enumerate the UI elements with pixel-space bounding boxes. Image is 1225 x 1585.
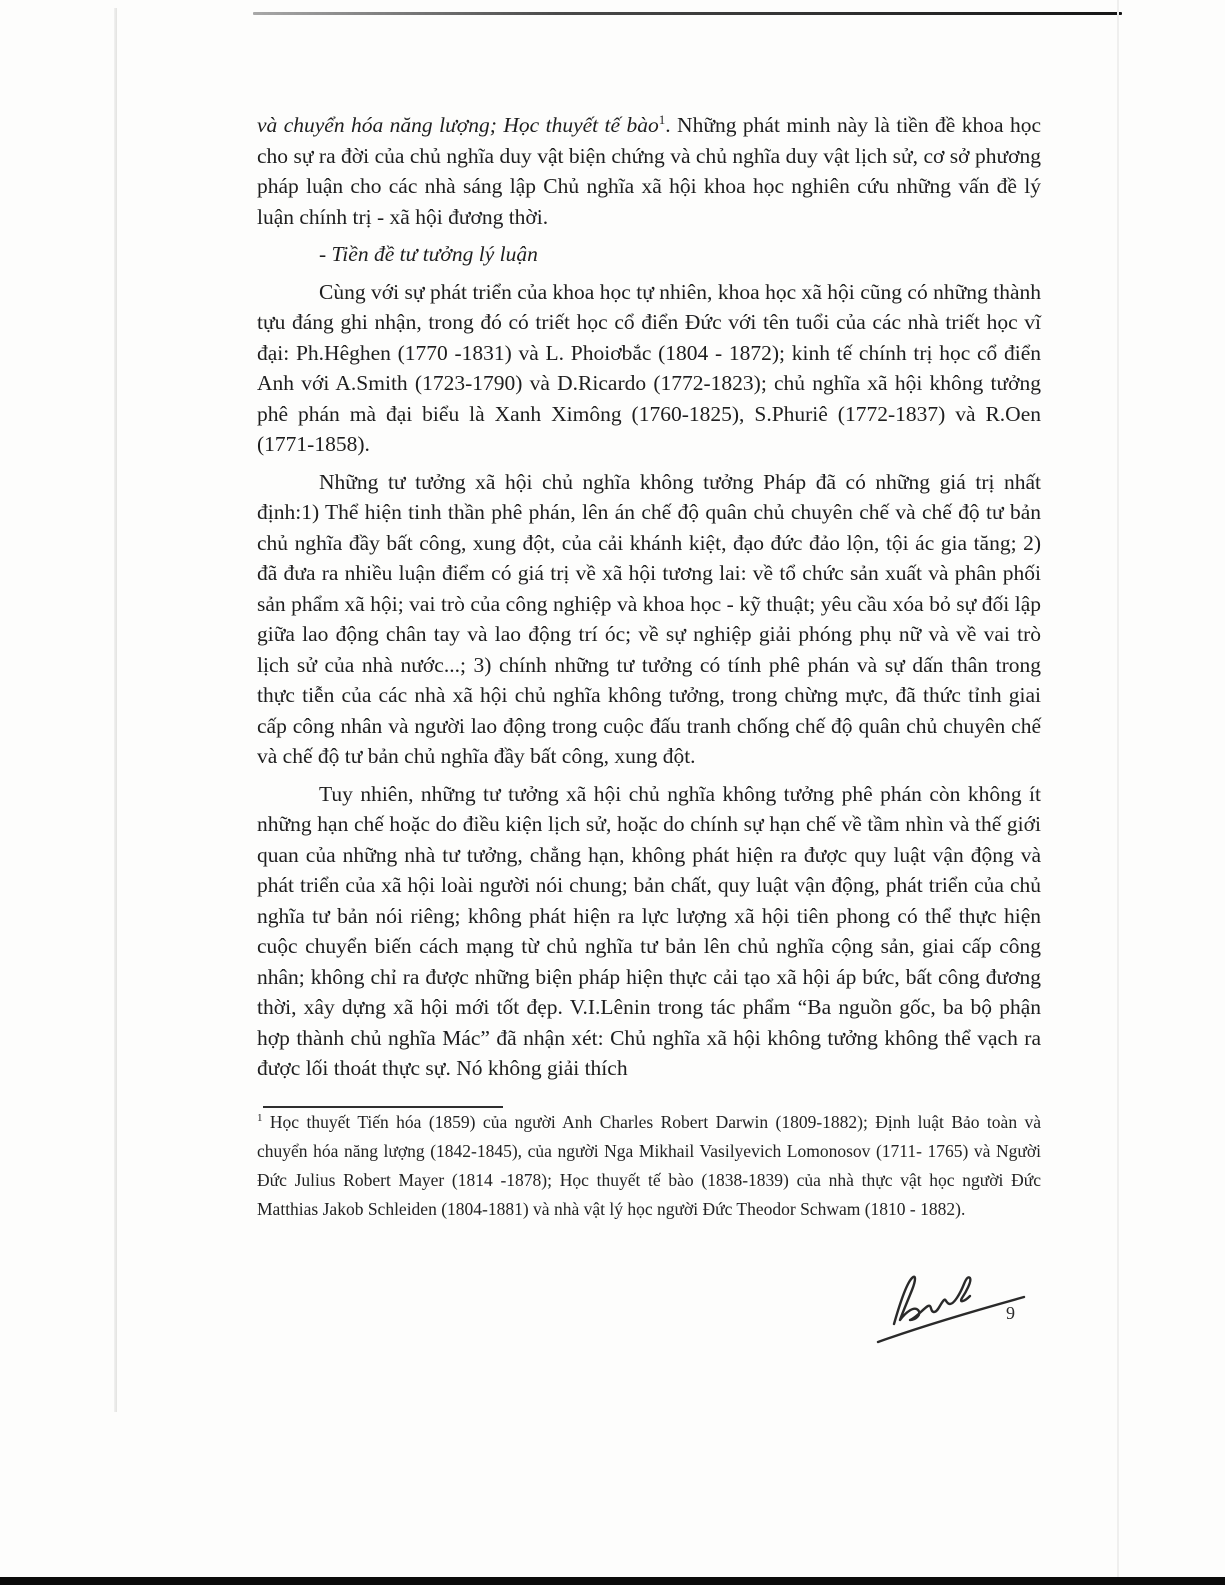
body-paragraph: Những tư tưởng xã hội chủ nghĩa không tưởng Pháp đã có những giá trị nhất định:1) Thể hiện tinh thần phê phán, lên án chế độ quân chủ chuyên chế và chế độ tư bản chủ nghĩa đầy bất công, xung đột, của cải khánh kiệt, đạo đức đảo lộn, tội ác gia tăng; 2) đã đưa ra nhiều luận điểm có giá trị về xã hội tương lai: về tổ chức sản xuất và phân phối sản phẩm xã hội; vai trò của công nghiệp và khoa học - kỹ thuật; yêu cầu xóa bỏ sự đối lập giữa lao động chân tay và lao động trí óc; về sự nghiệp giải phóng phụ nữ và về vai trò lịch sử của nhà nước...; 3) chính những tư tưởng có tính phê phán và sự dấn thân trong thực tiễn của các nhà xã hội chủ nghĩa không tưởng, trong chừng mực, đã thức tỉnh giai cấp công nhân và người lao động trong cuộc đấu tranh chống chế độ quân chủ chuyên chế và chế độ tư bản chủ nghĩa đầy bất công, xung đột. bbox=[257, 469, 1041, 768]
page-right-edge-shadow bbox=[1117, 0, 1119, 1577]
section-heading: - Tiền đề tư tưởng lý luận bbox=[319, 242, 538, 266]
italic-run: và chuyển hóa năng lượng; Học thuyết tế bào bbox=[257, 113, 659, 137]
footnote-text: Học thuyết Tiến hóa (1859) của người Anh Charles Robert Darwin (1809-1882); Định luật Bảo toàn và chuyển hóa năng lượng (1842-1845), của người Nga Mikhail Vasilyevich Lomonosov (1711- 1765) và Người Đức Julius Robert Mayer (1814 -1878); Học thuyết tế bào (1838-1839) của nhà thực vật học người Đức Matthias Jakob Schleiden (1804-1881) và nhà vật lý học người Đức Theodor Schwam (1810 - 1882). bbox=[257, 1111, 1041, 1219]
scan-artifact-top-line bbox=[253, 12, 1122, 15]
page-left-edge-shadow bbox=[114, 8, 117, 1412]
document-text-block bbox=[257, 110, 1041, 1231]
body-paragraph: Cùng với sự phát triển của khoa học tự nhiên, khoa học xã hội cũng có những thành tựu đáng ghi nhận, trong đó có triết học cổ điển Đức với tên tuổi của các nhà triết học vĩ đại: Ph.Hêghen (1770 -1831) và L. Phoiơbắc (1804 - 1872); kinh tế chính trị học cổ điển Anh với A.Smith (1723-1790) và D.Ricardo (1772-1823); chủ nghĩa xã hội không tưởng phê phán mà đại biểu là Xanh Ximông (1760-1825), S.Phuriê (1772-1837) và R.Oen (1771-1858). bbox=[257, 279, 1041, 456]
footnote-marker: 1 bbox=[257, 1111, 263, 1124]
paragraph-continuation bbox=[257, 110, 1041, 232]
footnote-reference: 1 bbox=[658, 111, 666, 127]
page-number: 9 bbox=[1006, 1303, 1015, 1323]
body-paragraph: Tuy nhiên, những tư tưởng xã hội chủ nghĩa không tưởng phê phán còn không ít những hạn chế hoặc do điều kiện lịch sử, hoặc do chính sự hạn chế về tầm nhìn và thế giới quan của những nhà tư tưởng, chẳng hạn, không phát hiện ra được quy luật vận động và phát triển của xã hội loài người nói chung; bản chất, quy luật vận động, phát triển của chủ nghĩa tư bản nói riêng; không phát hiện ra lực lượng xã hội tiên phong có thể thực hiện cuộc chuyển biến cách mạng từ chủ nghĩa tư bản lên chủ nghĩa cộng sản, giai cấp công nhân; không chỉ ra được những biện pháp hiện thực cải tạo xã hội áp bức, bất công đương thời, xây dựng xã hội mới tốt đẹp. V.I.Lênin trong tác phẩm “Ba nguồn gốc, ba bộ phận hợp thành chủ nghĩa Mác” đã nhận xét: Chủ nghĩa xã hội không tưởng không thể vạch ra được lối thoát thực sự. Nó không giải thích bbox=[257, 781, 1041, 1080]
scan-artifact-bottom-bar bbox=[0, 1577, 1225, 1585]
paragraph-text: . Những phát minh này là tiền đề khoa học cho sự ra đời của chủ nghĩa duy vật biện chứng và chủ nghĩa duy vật lịch sử, cơ sở phương pháp luận cho các nhà sáng lập Chủ nghĩa xã hội khoa học nghiên cứu những vấn đề lý luận chính trị - xã hội đương thời. bbox=[257, 113, 1041, 229]
footnote bbox=[257, 1108, 1041, 1224]
